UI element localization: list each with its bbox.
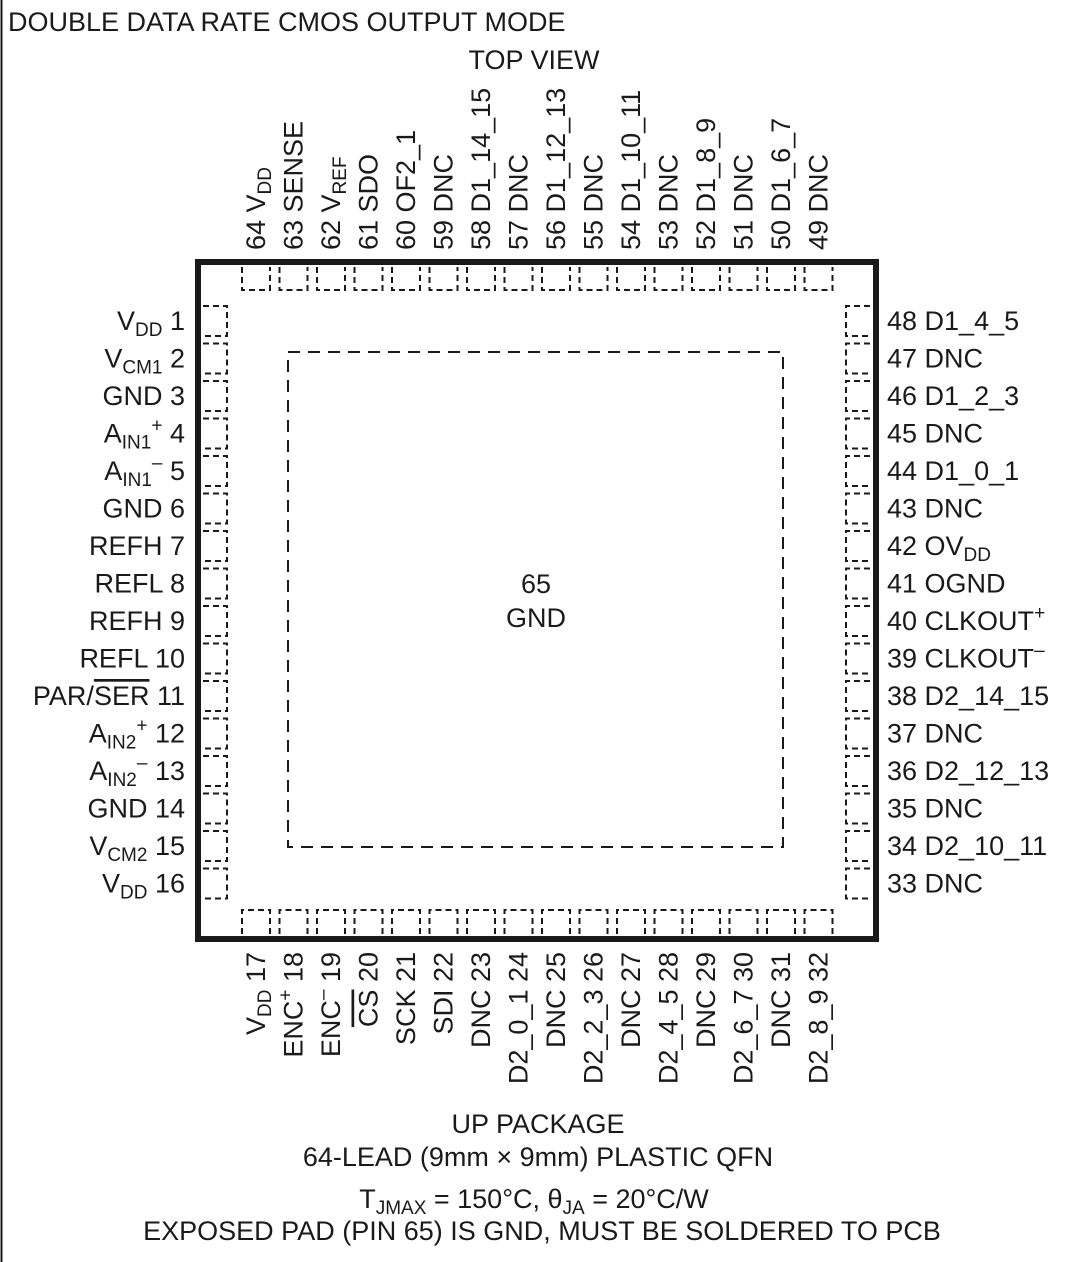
label-segment: JA: [562, 1198, 585, 1219]
label-segment: +: [151, 415, 163, 437]
top-pin-pad: [242, 267, 270, 290]
right-pin-pad: [846, 531, 870, 561]
top-pin-pad: [767, 267, 795, 290]
top-pin-label: [241, 167, 276, 250]
right-pin-label: [887, 456, 1019, 486]
bottom-pin-label: [504, 952, 534, 1084]
right-pin-label: [887, 531, 991, 566]
label-segment: +: [275, 989, 297, 1001]
label-segment: REFH 9: [88, 606, 185, 636]
label-segment: –: [136, 753, 148, 774]
label-segment: 55 DNC: [578, 153, 609, 250]
right-pin-pad: [846, 381, 870, 411]
label-segment: IN2: [107, 770, 137, 791]
left-pin-pad: [203, 494, 227, 524]
bottom-pin-label: [391, 952, 421, 1045]
label-segment: DD: [255, 167, 276, 195]
bottom-pin-pad: [280, 910, 308, 934]
package-description: 64-LEAD (9mm × 9mm) PLASTIC QFN: [302, 1142, 774, 1172]
right-pin-pad: [846, 306, 870, 336]
label-segment: 35 DNC: [887, 793, 984, 824]
right-pin-pad: [846, 606, 870, 636]
label-segment: 5: [162, 456, 185, 486]
right-pin-pad: [846, 869, 870, 899]
package-body: [198, 262, 876, 939]
top-pin-label: [654, 154, 684, 250]
label-segment: SER: [93, 681, 150, 711]
label-segment: 38 D2_14_15: [887, 681, 1050, 711]
top-pin-pad: [692, 267, 720, 290]
label-segment: 45 DNC: [887, 418, 984, 449]
left-pin-pad: [203, 644, 227, 674]
left-pin-label: [102, 869, 185, 904]
label-segment: D2_6_7 30: [728, 952, 759, 1085]
bottom-pin-label: [429, 952, 459, 1035]
left-pin-pad: [203, 756, 227, 786]
bottom-pin-pad: [730, 910, 758, 934]
label-segment: REFH 7: [88, 531, 185, 561]
label-segment: 17: [241, 952, 271, 990]
label-segment: CM2: [107, 845, 148, 866]
label-segment: REFL 8: [94, 568, 185, 599]
top-pin-pad: [280, 267, 308, 290]
bottom-pin-label: [579, 952, 609, 1084]
label-segment: DNC 25: [541, 952, 571, 1049]
right-pin-label: [887, 641, 1045, 674]
top-pin-label: [691, 118, 721, 250]
label-segment: V: [101, 868, 120, 899]
top-pin-pad: [505, 267, 533, 290]
top-pin-label: [316, 156, 351, 250]
top-pin-label: [391, 130, 421, 250]
label-segment: DNC 23: [466, 952, 496, 1049]
left-pin-label: [104, 416, 185, 454]
top-pin-label: [729, 154, 759, 250]
right-pin-label: [887, 681, 1049, 711]
top-pin-label: [504, 154, 534, 250]
bottom-pin-label: [241, 952, 276, 1035]
label-segment: GND 14: [87, 793, 185, 824]
label-segment: A: [104, 456, 123, 486]
bottom-pin-label: [276, 952, 309, 1058]
label-segment: DD: [255, 989, 276, 1017]
label-segment: 47 DNC: [887, 343, 984, 374]
label-segment: 62 V: [316, 194, 346, 250]
label-segment: V: [104, 343, 123, 374]
label-segment: 42 OV: [887, 531, 964, 561]
bottom-pin-pad: [355, 910, 383, 934]
right-pin-pad: [846, 681, 870, 711]
left-pin-label: [79, 644, 185, 674]
bottom-pin-pad: [392, 910, 420, 934]
label-segment: SCK 21: [391, 952, 421, 1046]
label-segment: 41 OGND: [887, 568, 1006, 599]
label-segment: DD: [135, 320, 163, 341]
left-pin-pad: [203, 419, 227, 449]
label-segment: –: [313, 989, 334, 1001]
left-pin-pad: [203, 719, 227, 749]
top-pin-label: [804, 154, 834, 250]
label-segment: GND 6: [102, 493, 185, 524]
top-pin-pad: [805, 267, 833, 290]
left-pin-pad: [203, 344, 227, 374]
right-pin-pad: [846, 756, 870, 786]
label-segment: A: [88, 718, 107, 749]
label-segment: 58 D1_14_15: [466, 87, 496, 250]
bottom-pin-pad: [805, 910, 833, 934]
left-pin-label: [89, 831, 185, 866]
bottom-pin-label: [804, 952, 834, 1084]
label-segment: D2_2_3 26: [578, 952, 609, 1085]
pin-pads: [203, 267, 870, 934]
label-segment: IN2: [106, 732, 137, 754]
label-segment: 50 D1_6_7: [766, 117, 796, 250]
label-segment: PAR/: [32, 681, 94, 711]
thermal-spec: [359, 1184, 709, 1219]
label-segment: 64 V: [241, 194, 271, 250]
top-pin-pad: [317, 267, 345, 290]
left-pin-pad: [203, 569, 227, 599]
label-segment: 11: [149, 681, 185, 711]
label-segment: D2_4_5 28: [653, 952, 684, 1085]
label-segment: 33 DNC: [887, 868, 984, 899]
label-segment: SDI 22: [428, 952, 459, 1035]
label-segment: A: [89, 756, 108, 786]
bottom-pin-label: [466, 952, 496, 1048]
label-segment: 53 DNC: [653, 153, 684, 250]
label-segment: 37 DNC: [887, 718, 984, 749]
bottom-pin-pad: [617, 910, 645, 934]
label-segment: 15: [147, 831, 185, 861]
left-pin-pad: [203, 606, 227, 636]
bottom-pin-label: [729, 952, 759, 1084]
top-pin-pad: [580, 267, 608, 290]
left-pin-pad: [203, 306, 227, 336]
top-pin-pad: [392, 267, 420, 290]
top-pin-label: [354, 154, 384, 250]
left-pin-pad: [203, 381, 227, 411]
top-pin-label: [429, 154, 459, 250]
top-pin-pad: [655, 267, 683, 290]
bottom-pin-pad: [655, 910, 683, 934]
label-segment: V: [117, 306, 136, 336]
label-segment: 48 D1_4_5: [887, 306, 1020, 336]
exposed-pad-note: EXPOSED PAD (PIN 65) IS GND, MUST BE SOLDERED TO PCB: [143, 1216, 941, 1246]
right-pin-pad: [846, 344, 870, 374]
left-pin-label: [33, 681, 185, 711]
left-pin-label: [117, 306, 185, 341]
label-segment: REF: [330, 156, 351, 195]
view-label: TOP VIEW: [468, 45, 600, 75]
label-segment: –: [151, 453, 163, 474]
label-segment: IN1: [121, 432, 152, 454]
right-pin-pad: [846, 569, 870, 599]
left-pin-pad: [203, 531, 227, 561]
bottom-pin-pad: [242, 910, 270, 934]
label-segment: ENC: [278, 1000, 309, 1058]
label-segment: DNC 31: [766, 952, 796, 1049]
label-segment: CS: [353, 989, 384, 1028]
right-pin-label: [887, 794, 983, 824]
left-pin-label: [102, 494, 185, 524]
mode-title: DOUBLE DATA RATE CMOS OUTPUT MODE: [8, 7, 566, 37]
label-segment: JMAX: [375, 1198, 427, 1219]
left-pin-label: [89, 606, 185, 636]
label-segment: 40 CLKOUT: [887, 606, 1035, 636]
right-pin-label: [887, 719, 983, 749]
label-segment: 36 D2_12_13: [887, 756, 1050, 786]
label-segment: REFL 10: [79, 643, 185, 674]
top-pin-label: [766, 118, 796, 250]
left-pin-label: [89, 753, 185, 791]
right-pin-pad: [846, 456, 870, 486]
bottom-pin-pad: [542, 910, 570, 934]
label-segment: DD: [963, 545, 991, 566]
left-pin-label: [87, 794, 185, 824]
exposed-pad: [288, 352, 783, 847]
right-pin-label: [887, 381, 1019, 411]
bottom-pin-pad: [580, 910, 608, 934]
exposed-pad-number: 65: [520, 569, 552, 599]
left-pin-pad: [203, 456, 227, 486]
label-segment: GND 3: [102, 381, 185, 411]
left-pin-pad: [203, 869, 227, 899]
right-pin-pad: [846, 494, 870, 524]
label-segment: –: [1034, 640, 1045, 662]
label-segment: = 150°C, θ: [426, 1184, 563, 1214]
label-segment: 59 DNC: [428, 153, 459, 250]
label-segment: T: [359, 1184, 376, 1214]
label-segment: 63 SENSE: [278, 120, 309, 250]
bottom-pin-label: [766, 952, 796, 1048]
label-segment: 18: [278, 952, 309, 990]
left-pin-label: [104, 344, 185, 379]
right-pin-pad: [846, 719, 870, 749]
bottom-pin-label: [691, 952, 721, 1048]
label-segment: A: [103, 418, 122, 449]
top-pin-label: [279, 121, 309, 250]
label-segment: 20: [353, 952, 384, 990]
bottom-pin-pad: [767, 910, 795, 934]
label-segment: CM1: [122, 357, 163, 379]
label-segment: 12: [147, 718, 185, 749]
label-segment: V: [89, 831, 108, 861]
label-segment: DNC 27: [616, 952, 646, 1049]
top-pin-label: [466, 88, 496, 250]
right-pin-label: [887, 869, 983, 899]
label-segment: 16: [147, 868, 185, 899]
bottom-pin-label: [354, 952, 384, 1027]
top-pin-pad: [430, 267, 458, 290]
right-pin-pad: [846, 644, 870, 674]
exposed-pad-name: GND: [506, 603, 566, 633]
left-pin-label: [104, 453, 185, 491]
label-segment: 39 CLKOUT: [887, 643, 1035, 674]
right-pin-label: [887, 831, 1047, 861]
left-pin-label: [94, 569, 185, 599]
right-pin-pad: [846, 831, 870, 861]
bottom-pin-pad: [317, 910, 345, 934]
label-segment: ENC: [316, 1000, 346, 1058]
label-segment: 1: [162, 306, 185, 336]
label-segment: IN1: [122, 470, 152, 491]
label-segment: 44 D1_0_1: [887, 456, 1020, 486]
label-segment: 52 D1_8_9: [691, 117, 721, 250]
right-pin-label: [887, 756, 1049, 786]
top-pin-pad: [355, 267, 383, 290]
label-segment: 43 DNC: [887, 493, 984, 524]
right-pin-label: [887, 419, 983, 449]
label-segment: 61 SDO: [353, 153, 384, 250]
bottom-pin-pad: [430, 910, 458, 934]
top-pin-label: [579, 154, 609, 250]
left-pin-pad: [203, 681, 227, 711]
label-segment: +: [136, 715, 148, 737]
right-pin-pad: [846, 419, 870, 449]
right-pin-label: [887, 344, 983, 374]
top-pin-pad: [617, 267, 645, 290]
package-name: UP PACKAGE: [451, 1109, 625, 1139]
left-pin-pad: [203, 831, 227, 861]
top-pin-label: [616, 90, 646, 250]
label-segment: D2_0_1 24: [503, 952, 534, 1085]
label-segment: 51 DNC: [728, 153, 759, 250]
right-pin-label: [887, 603, 1045, 636]
top-pin-pad: [730, 267, 758, 290]
bottom-pin-pad: [692, 910, 720, 934]
label-segment: 4: [162, 418, 185, 449]
label-segment: 56 D1_12_13: [541, 87, 571, 250]
top-pin-pad: [542, 267, 570, 290]
right-pin-label: [887, 306, 1019, 336]
bottom-pin-label: [313, 952, 346, 1057]
label-segment: 60 OF2_1: [391, 129, 421, 250]
right-pin-label: [887, 569, 1006, 599]
label-segment: 49 DNC: [803, 153, 834, 250]
label-segment: 46 D1_2_3: [887, 381, 1020, 411]
label-segment: DNC 29: [691, 952, 721, 1049]
bottom-pin-label: [616, 952, 646, 1048]
label-segment: +: [1034, 603, 1046, 624]
label-segment: V: [241, 1017, 271, 1036]
label-segment: = 20°C/W: [584, 1184, 709, 1214]
bottom-pin-label: [541, 952, 571, 1048]
bottom-pin-pad: [505, 910, 533, 934]
right-pin-pad: [846, 794, 870, 824]
label-segment: 13: [147, 756, 185, 786]
label-segment: 2: [162, 343, 185, 374]
label-segment: 57 DNC: [503, 153, 534, 250]
label-segment: 54 D1_10_11: [616, 89, 646, 250]
bottom-pin-pad: [467, 910, 495, 934]
label-segment: 34 D2_10_11: [887, 831, 1048, 861]
label-segment: 19: [316, 952, 346, 990]
top-pin-label: [541, 88, 571, 250]
left-pin-label: [102, 381, 185, 411]
left-pin-label: [89, 716, 185, 754]
right-pin-label: [887, 494, 983, 524]
top-pin-pad: [467, 267, 495, 290]
left-pin-pad: [203, 794, 227, 824]
label-segment: DD: [120, 882, 148, 904]
bottom-pin-label: [654, 952, 684, 1084]
left-pin-label: [89, 531, 185, 561]
label-segment: D2_8_9 32: [803, 952, 834, 1085]
